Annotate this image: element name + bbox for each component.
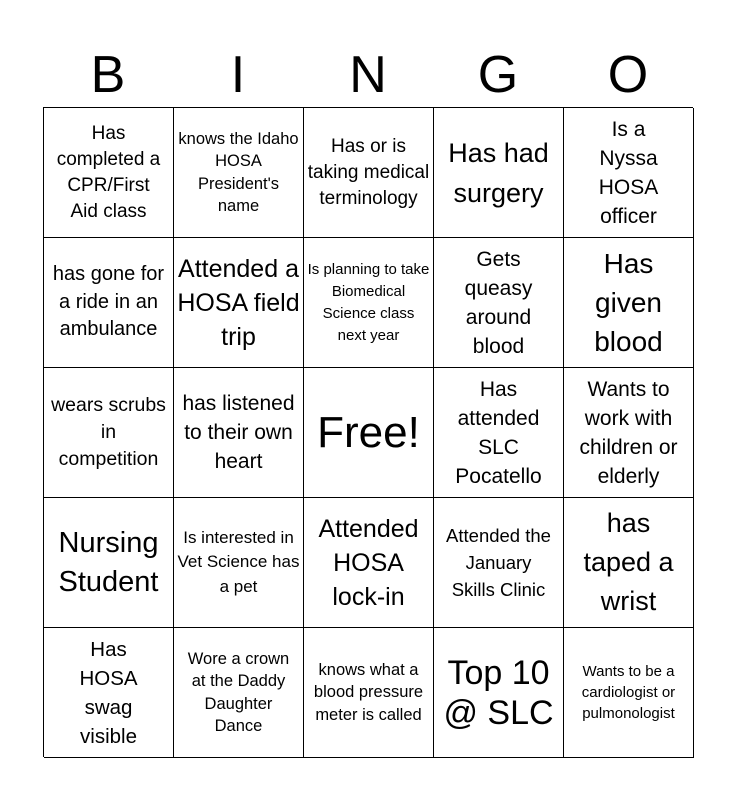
cell-text: Is planning to take Biomedical Science class next year <box>307 260 430 344</box>
bingo-cell[interactable] <box>174 368 304 498</box>
cell-text: wears scrubs in competition <box>51 394 166 470</box>
cell-text: Wants to be a cardiologist or pulmonologist <box>581 663 676 722</box>
bingo-cell[interactable] <box>434 628 564 758</box>
bingo-cell[interactable] <box>44 368 174 498</box>
bingo-cell[interactable] <box>564 628 694 758</box>
cell-text: Has or is taking medical terminology <box>307 135 430 209</box>
cell-text: Gets queasy around blood <box>464 247 533 358</box>
bingo-cell[interactable] <box>564 108 694 238</box>
cell-text: knows what a blood pressure meter is called <box>313 660 424 724</box>
cell-text: Has attended SLC Pocatello <box>455 377 542 488</box>
bingo-cell[interactable] <box>434 368 564 498</box>
bingo-cell[interactable] <box>304 238 434 368</box>
cell-text: Attended HOSA lock-in <box>318 514 419 611</box>
bingo-cell[interactable] <box>304 498 434 628</box>
header-letter-o: O <box>607 46 649 104</box>
bingo-cell[interactable] <box>174 498 304 628</box>
cell-text: Top 10 @ SLC <box>443 653 554 732</box>
cell-text: has gone for a ride in an ambulance <box>52 263 165 341</box>
bingo-cell[interactable] <box>44 498 174 628</box>
cell-text: Nursing Student <box>58 526 159 598</box>
bingo-cell[interactable] <box>174 238 304 368</box>
bingo-cell[interactable] <box>564 238 694 368</box>
bingo-cell[interactable] <box>304 628 434 758</box>
cell-text: Is a Nyssa HOSA officer <box>598 117 659 228</box>
cell-text: Has given blood <box>594 248 663 357</box>
cell-text: Has completed a CPR/First Aid class <box>56 122 161 222</box>
bingo-cell[interactable] <box>564 498 694 628</box>
cell-text: has listened to their own heart <box>182 392 295 473</box>
cell-text: Has had surgery <box>448 137 549 208</box>
bingo-cell[interactable] <box>44 108 174 238</box>
header-letter-i: I <box>230 46 246 104</box>
bingo-cell[interactable] <box>304 108 434 238</box>
cell-text: Attended the January Skills Clinic <box>446 525 551 600</box>
header-letter-g: G <box>477 46 519 104</box>
bingo-cell[interactable] <box>434 108 564 238</box>
bingo-cell[interactable] <box>44 238 174 368</box>
cell-text: Is interested in Vet Science has a pet <box>177 527 300 596</box>
bingo-cell[interactable] <box>174 628 304 758</box>
cell-text: Wore a crown at the Daddy Daughter Dance <box>187 649 290 735</box>
header-letter-b: B <box>90 46 126 104</box>
bingo-cell[interactable] <box>304 368 434 498</box>
bingo-cell[interactable] <box>174 108 304 238</box>
cell-text: Wants to work with children or elderly <box>579 377 678 488</box>
header-letter-n: N <box>349 46 387 104</box>
bingo-cell[interactable] <box>44 628 174 758</box>
bingo-header <box>43 45 693 105</box>
bingo-cell[interactable] <box>564 368 694 498</box>
cell-text: Attended a HOSA field trip <box>177 254 300 351</box>
bingo-cell[interactable] <box>434 498 564 628</box>
cell-text: Has HOSA swag visible <box>79 637 138 748</box>
free-space: Free! <box>317 407 420 457</box>
bingo-grid <box>43 107 693 757</box>
bingo-cell[interactable] <box>434 238 564 368</box>
cell-text: has taped a wrist <box>583 508 674 616</box>
cell-text: knows the Idaho HOSA President's name <box>178 129 299 215</box>
